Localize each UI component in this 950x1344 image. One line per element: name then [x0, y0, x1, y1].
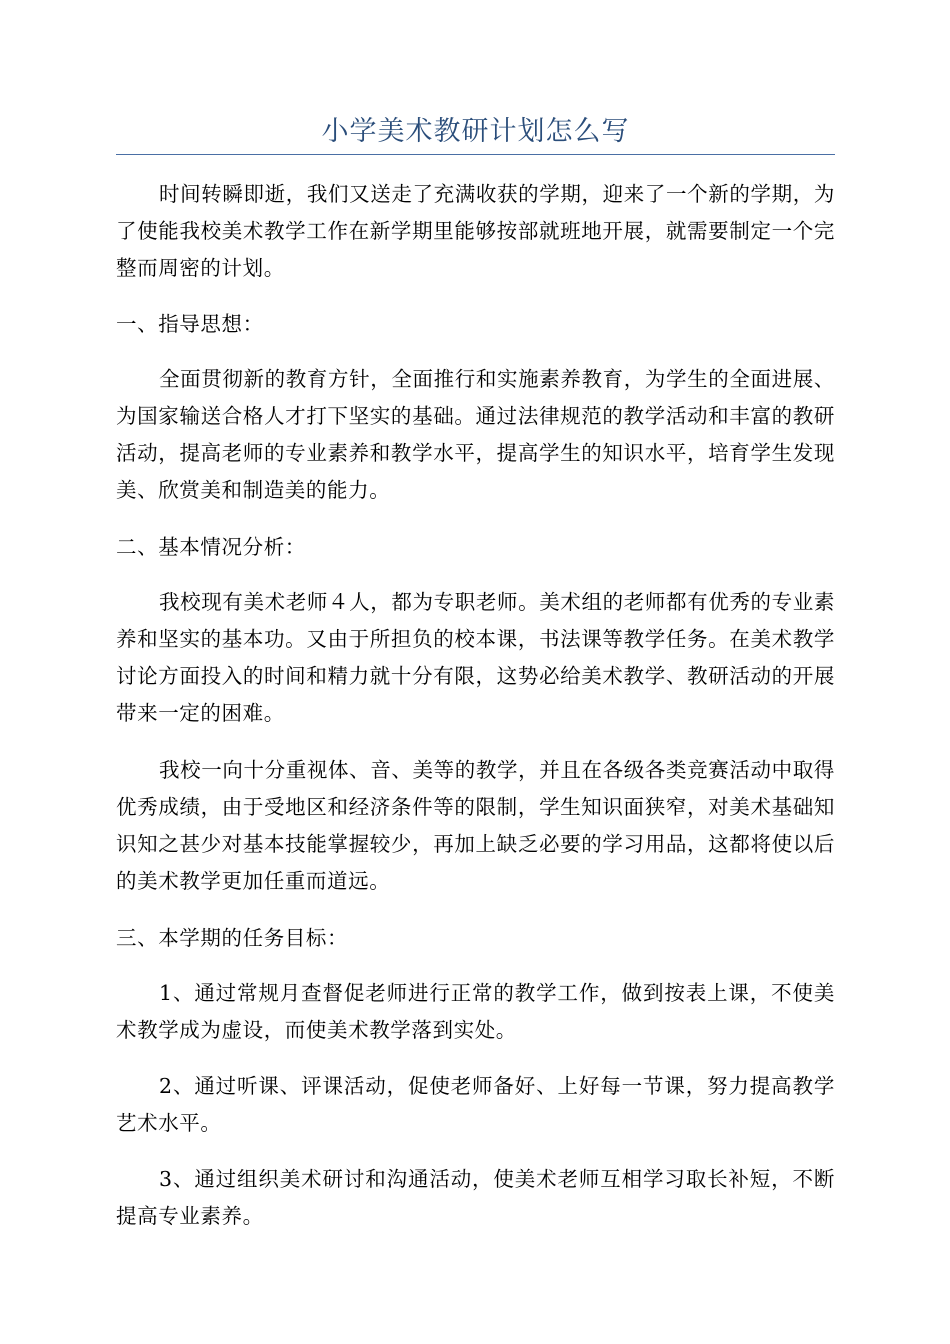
title-underline — [116, 154, 835, 155]
guiding-thought-paragraph: 全面贯彻新的教育方针，全面推行和实施素养教育，为学生的全面进展、为国家输送合格人才打下坚实的基础。通过法律规范的教学活动和丰富的教研活动，提高老师的专业素养和教学水平，提高学生的知识水平，培育学生发现美、欣赏美和制造美的能力。 — [116, 367, 835, 502]
goal-item-3: 3、通过组织美术研讨和沟通活动，使美术老师互相学习取长补短，不断提高专业素养。 — [116, 1167, 835, 1228]
intro-paragraph: 时间转瞬即逝，我们又送走了充满收获的学期，迎来了一个新的学期，为了使能我校美术教学工作在新学期里能够按部就班地开展，就需要制定一个完整而周密的计划。 — [116, 182, 835, 280]
situation-paragraph-1: 我校现有美术老师４人，都为专职老师。美术组的老师都有优秀的专业素养和坚实的基本功。又由于所担负的校本课，书法课等教学任务。在美术教学讨论方面投入的时间和精力就十分有限，这势必给美术教学、教研活动的开展带来一定的困难。 — [116, 590, 835, 725]
document-title: 小学美术教研计划怎么写 — [321, 116, 630, 147]
situation-paragraph-2: 我校一向十分重视体、音、美等的教学，并且在各级各类竞赛活动中取得优秀成绩，由于受地区和经济条件等的限制，学生知识面狭窄，对美术基础知识知之甚少对基本技能掌握较少，再加上缺乏必要的学习用品，这都将使以后的美术教学更加任重而道远。 — [116, 758, 835, 893]
section-heading-guiding-thought: 一、指导思想： — [116, 312, 264, 336]
section-heading-task-goals: 三、本学期的任务目标： — [116, 926, 349, 950]
goal-item-2: 2、通过听课、评课活动，促使老师备好、上好每一节课，努力提高教学艺术水平。 — [116, 1074, 835, 1135]
goal-item-1: 1、通过常规月查督促老师进行正常的教学工作，做到按表上课，不使美术教学成为虚设，而使美术教学落到实处。 — [116, 981, 835, 1042]
section-heading-situation-analysis: 二、基本情况分析： — [116, 535, 306, 559]
